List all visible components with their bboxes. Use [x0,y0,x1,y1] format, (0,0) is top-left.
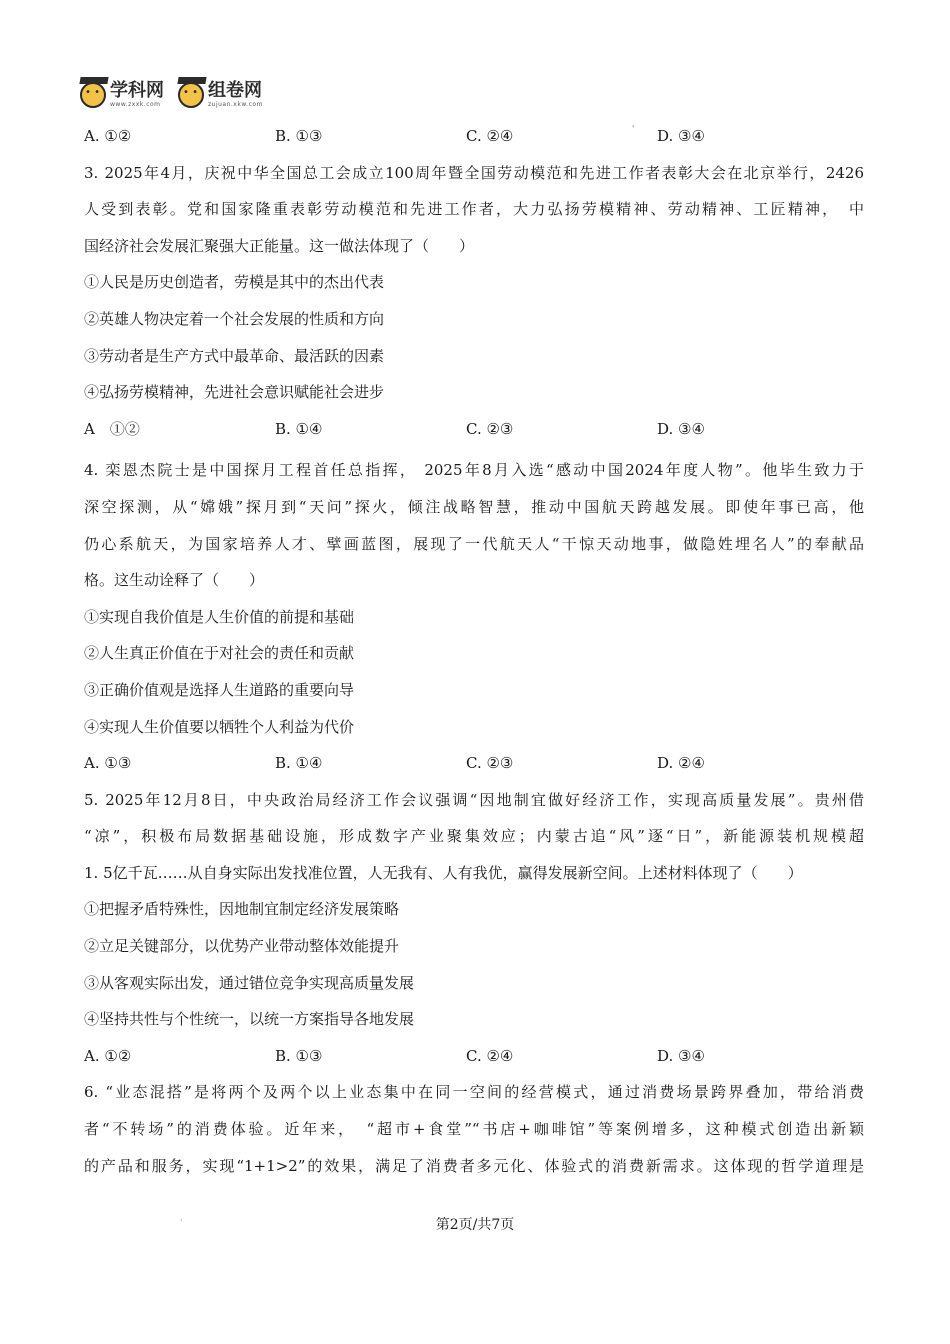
question-stem-line: 人受到表彰。党和国家隆重表彰劳动模范和先进工作者，大力弘扬劳模精神、劳动精神、工匠精神， 中 [84,200,864,219]
question-3 [84,155,864,448]
page-number: 第2页/共7页 [435,1217,515,1233]
question-stem-line: 1. 5亿千瓦……从自身实际出发找准位置，人无我有、人有我优，赢得发展新空间。上述材料体现了（ ） [84,863,803,882]
option-a: A ①② [84,419,140,438]
statement-item: ③从客观实际出发，通过错位竞争实现高质量发展 [84,973,415,992]
logo-name: 学科网 [110,80,164,101]
statement-item: ①把握矛盾特殊性，因地制宜制定经济发展策略 [84,900,400,919]
question-stem-line: 4. 栾恩杰院士是中国探月工程首任总指挥， 2025年8月入选“感动中国2024年度人物”。他毕生致力于 [84,461,864,480]
statement-item: ④弘扬劳模精神，先进社会意识赋能社会进步 [84,383,385,402]
question-6 [84,1074,864,1184]
option-b: B. ①④ [275,754,323,773]
option-d: D. ③④ [657,419,705,438]
question-5 [84,782,864,1075]
question-stem-line: 5. 2025年12月8日，中央政治局经济工作会议强调“因地制宜做好经济工作，实现高质量发展”。贵州借 [84,790,864,809]
option-d: D. ②④ [657,754,705,773]
statement-item: ③劳动者是生产方式中最革命、最活跃的因素 [84,346,385,365]
mascot-icon [80,82,106,108]
option-a: A. ①② [84,127,132,145]
statement-item: ②英雄人物决定着一个社会发展的性质和方向 [84,309,385,328]
header-logos [80,80,277,110]
question-stem-line: 的产品和服务，实现“1+1>2”的效果，满足了消费者多元化、体验式的消费新需求。这体现的哲学道理是 [84,1156,864,1175]
option-c: C. ②④ [466,127,514,145]
statement-item: ①实现自我价值是人生价值的前提和基础 [84,607,355,626]
logo-url: www.zxxk.com [110,101,161,108]
mascot-icon [178,82,204,108]
question-stem-line: 深空探测，从“嫦娥”探月到“天问”探火，倾注战略智慧，推动中国航天跨越发展。即使年事已高，他 [84,497,864,516]
option-a: A. ①③ [84,754,132,773]
option-a: A. ①② [84,1046,132,1065]
option-b: B. ①③ [275,1046,323,1065]
logo-name: 组卷网 [208,80,262,101]
statement-item: ④实现人生价值要以牺牲个人利益为代价 [84,717,355,736]
xuekewang-logo [80,82,164,108]
option-b: B. ①③ [275,127,323,145]
option-b: B. ①④ [275,419,323,438]
question-stem-line: 者“不转场”的消费体验。近年来， “超市+食堂”“书店+咖啡馆”等案例增多，这种模式创造出新颖 [84,1120,864,1139]
q5-options [84,1038,864,1075]
statement-item: ②立足关键部分，以优势产业带动整体效能提升 [84,937,400,956]
question-stem-line: 3. 2025年4月，庆祝中华全国总工会成立100周年暨全国劳动模范和先进工作者表彰大会在北京举行，2426 [84,163,864,182]
question-stem-line: 格。这生动诠释了（ ） [84,571,265,590]
logo-url: zujuan.xkw.com [208,101,263,108]
zujuanwang-logo [178,82,263,108]
option-c: C. ②③ [466,419,514,438]
option-c: C. ②④ [466,1046,514,1065]
statement-item: ④坚持共性与个性统一，以统一方案指导各地发展 [84,1010,415,1029]
stray-mark: · [180,1216,183,1225]
question-4 [84,452,864,781]
q4-options [84,745,864,782]
option-d: D. ③④ [657,1046,705,1065]
statement-item: ①人民是历史创造者，劳模是其中的杰出代表 [84,273,385,292]
statement-item: ③正确价值观是选择人生道路的重要向导 [84,680,355,699]
question-stem-line: “凉”，积极布局数据基础设施，形成数字产业聚集效应；内蒙古追“风”逐“日”，新能源装机规模超 [84,827,864,846]
question-stem-line: 6. “业态混搭”是将两个及两个以上业态集中在同一空间的经营模式，通过消费场景跨界叠加，带给消费 [84,1083,864,1102]
question-stem-line: 仍心系航天，为国家培养人才、擘画蓝图，展现了一代航天人“干惊天动地事，做隐姓埋名人”的奉献品 [84,534,864,553]
exam-content [84,118,864,1184]
statement-item: ②人生真正价值在于对社会的责任和贡献 [84,644,355,663]
question-stem-line: 国经济社会发展汇聚强大正能量。这一做法体现了（ ） [84,236,475,255]
stray-mark: ' [632,124,635,133]
q3-options [84,411,864,448]
option-c: C. ②③ [466,754,514,773]
option-d: D. ③④ [657,127,705,145]
q2-options [84,118,864,155]
